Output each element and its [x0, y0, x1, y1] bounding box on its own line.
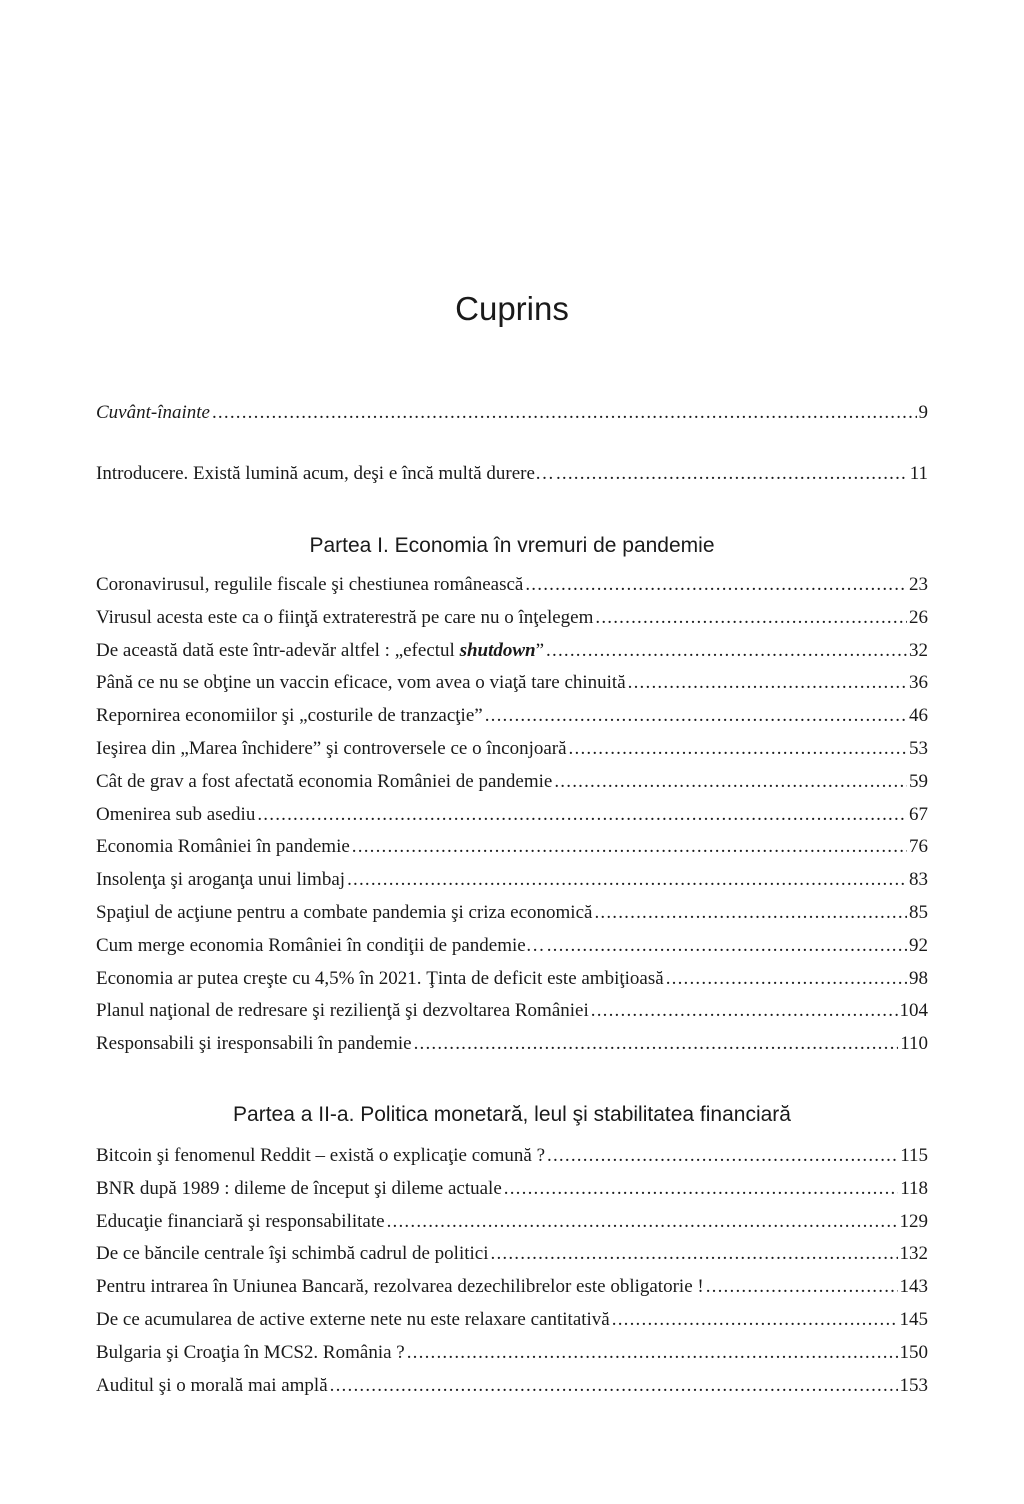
- leader-dots: [257, 804, 907, 826]
- toc-entry: [96, 1342, 928, 1375]
- toc-entry-page: 150: [899, 1341, 928, 1363]
- toc-entry: [96, 836, 928, 869]
- leader-dots: [547, 1145, 898, 1167]
- toc-entry-page: 104: [899, 1000, 928, 1022]
- toc-entry: [96, 771, 928, 804]
- toc-entry-title: Economia României în pandemie: [96, 836, 350, 858]
- leader-dots: [387, 1211, 898, 1233]
- toc-entry-title: Insolenţa şi aroganţa unui limbaj: [96, 869, 346, 891]
- toc-entry-page: 145: [899, 1308, 928, 1330]
- toc-entry-title: Bulgaria şi Croaţia în MCS2. România ?: [96, 1341, 405, 1363]
- toc-entry-title: Responsabili şi iresponsabili în pandemie: [96, 1033, 412, 1055]
- toc-entry-page: 53: [909, 737, 928, 759]
- toc-entry-page: 115: [900, 1145, 928, 1166]
- toc-entry-page: 98: [909, 967, 928, 989]
- toc-entry-title: BNR după 1989 : dileme de început şi dileme actuale: [96, 1177, 502, 1199]
- toc-entry: [96, 804, 928, 837]
- toc-entry: [96, 738, 928, 771]
- toc-entry-title: Repornirea economiilor şi „costurile de tranzacţie”: [96, 705, 483, 727]
- toc-entry: [96, 902, 928, 935]
- toc-entry-page: 76: [909, 836, 928, 858]
- toc-entry: [96, 1309, 928, 1342]
- leader-dots: [407, 1342, 898, 1364]
- leader-dots: [414, 1033, 899, 1055]
- toc-entry-page: 32: [909, 639, 928, 661]
- toc-entry: [96, 1145, 928, 1178]
- leader-dots: [554, 771, 907, 793]
- toc-entry: [96, 1000, 928, 1033]
- leader-dots: [666, 968, 907, 990]
- toc-entry-title: Bitcoin şi fenomenul Reddit – există o explicaţie comună ?: [96, 1145, 546, 1166]
- leader-dots: [491, 1243, 898, 1265]
- toc-entry-page: 26: [909, 606, 928, 628]
- toc-entry: [96, 640, 928, 673]
- toc-entry: [96, 1211, 928, 1244]
- leader-dots: [547, 935, 907, 957]
- toc-entry-introduction: [96, 463, 928, 496]
- toc-entry-foreword: [96, 402, 928, 435]
- leader-dots: [706, 1276, 898, 1298]
- toc-entry-page: 36: [909, 672, 928, 694]
- toc-entry-page: 143: [899, 1276, 928, 1298]
- toc-entry: [96, 968, 928, 1001]
- leader-dots: [595, 607, 907, 629]
- toc-entry-title: Educaţie financiară şi responsabilitate: [96, 1210, 385, 1232]
- toc-entry-title: Ieşirea din „Marea închidere” şi controversele ce o înconjoară: [96, 737, 567, 759]
- toc-entry-page: 92: [909, 934, 928, 956]
- toc-entry: [96, 1243, 928, 1276]
- toc-entry: [96, 1178, 928, 1211]
- toc-entry-page: 110: [900, 1033, 928, 1055]
- toc-entry-title: Cuvânt-înainte: [96, 402, 210, 423]
- toc-entry: [96, 869, 928, 902]
- part-2-heading: Partea a II-a. Politica monetară, leul şi stabilitatea financiară: [233, 1103, 791, 1126]
- toc-entry: [96, 607, 928, 640]
- toc-entry: [96, 705, 928, 738]
- leader-dots: [612, 1309, 898, 1331]
- toc-entry-page: 23: [909, 574, 928, 595]
- toc-entry-title: Cum merge economia României în condiţii de pandemie…: [96, 934, 545, 956]
- part-2-list: [96, 1145, 928, 1407]
- leader-dots: [628, 672, 907, 694]
- toc-entry-title-suffix: ”: [535, 639, 545, 661]
- toc-entry: [96, 1375, 928, 1408]
- leader-dots: [347, 869, 907, 891]
- toc-entry-title: Spaţiul de acţiune pentru a combate pandemia şi criza economică: [96, 901, 593, 923]
- leader-dots: [352, 836, 907, 858]
- toc-entry-page: 9: [918, 402, 928, 423]
- leader-dots: [485, 705, 907, 727]
- leader-dots: [504, 1178, 898, 1200]
- leader-dots: [594, 902, 907, 924]
- toc-entry-title: Pentru intrarea în Uniunea Bancară, rezolvarea dezechilibrelor este obligatorie !: [96, 1276, 704, 1298]
- part-1-heading: Partea I. Economia în vremuri de pandemie: [309, 534, 715, 557]
- toc-entry-title: Virusul acesta este ca o fiinţă extraterestră pe care nu o înţelegem: [96, 606, 594, 628]
- toc-entry-title-text: De această dată este într-adevăr altfel : „efectul: [96, 639, 460, 661]
- toc-entry-title: De ce băncile centrale îşi schimbă cadrul de politici: [96, 1243, 489, 1265]
- toc-entry-page: 132: [899, 1243, 928, 1265]
- leader-dots: [546, 640, 907, 662]
- toc-entry-title: Cât de grav a fost afectată economia României de pandemie: [96, 770, 553, 792]
- toc-entry: [96, 672, 928, 705]
- toc-entry-page: 46: [909, 705, 928, 727]
- toc-entry: [96, 574, 928, 607]
- toc-entry-title: Economia ar putea creşte cu 4,5% în 2021. Ţinta de deficit este ambiţioasă: [96, 967, 664, 989]
- toc-entry-page: 85: [909, 901, 928, 923]
- part-1-list: [96, 574, 928, 1066]
- toc-entry-page: 153: [899, 1374, 928, 1396]
- leader-dots: [591, 1000, 898, 1022]
- toc-entry: [96, 1276, 928, 1309]
- toc-entry-page: 67: [909, 803, 928, 825]
- toc-entry-title: De ce acumularea de active externe nete nu este relaxare cantitativă: [96, 1308, 610, 1330]
- toc-entry-title: Până ce nu se obţine un vaccin eficace, vom avea o viaţă tare chinuită: [96, 672, 626, 694]
- leader-dots: [569, 738, 907, 760]
- toc-entry: [96, 1033, 928, 1066]
- toc-entry-page: 83: [909, 869, 928, 891]
- leader-dots: [556, 463, 908, 485]
- page-title: Cuprins: [455, 290, 569, 327]
- toc-entry-page: 129: [899, 1210, 928, 1232]
- toc-entry-page: 11: [909, 462, 928, 484]
- toc-entry-title: Auditul şi o morală mai amplă: [96, 1374, 328, 1396]
- toc-entry-title: Coronavirusul, regulile fiscale şi chestiunea românească: [96, 574, 524, 595]
- toc-entry-title: Planul naţional de redresare şi rezilienţă şi dezvoltarea României: [96, 1000, 589, 1022]
- toc-entry-page: 59: [909, 770, 928, 792]
- leader-dots: [525, 574, 907, 596]
- toc-entry-title: Introducere. Există lumină acum, deşi e încă multă durere…: [96, 462, 554, 484]
- front-matter-list: [96, 402, 928, 496]
- toc-entry-title: Omenirea sub asediu: [96, 803, 256, 825]
- toc-entry-page: 118: [900, 1177, 928, 1199]
- leader-dots: [330, 1375, 898, 1397]
- toc-entry-title: [96, 640, 544, 662]
- leader-dots: [212, 402, 917, 424]
- toc-entry-title-emphasis: shutdown: [459, 639, 536, 661]
- toc-entry: [96, 935, 928, 968]
